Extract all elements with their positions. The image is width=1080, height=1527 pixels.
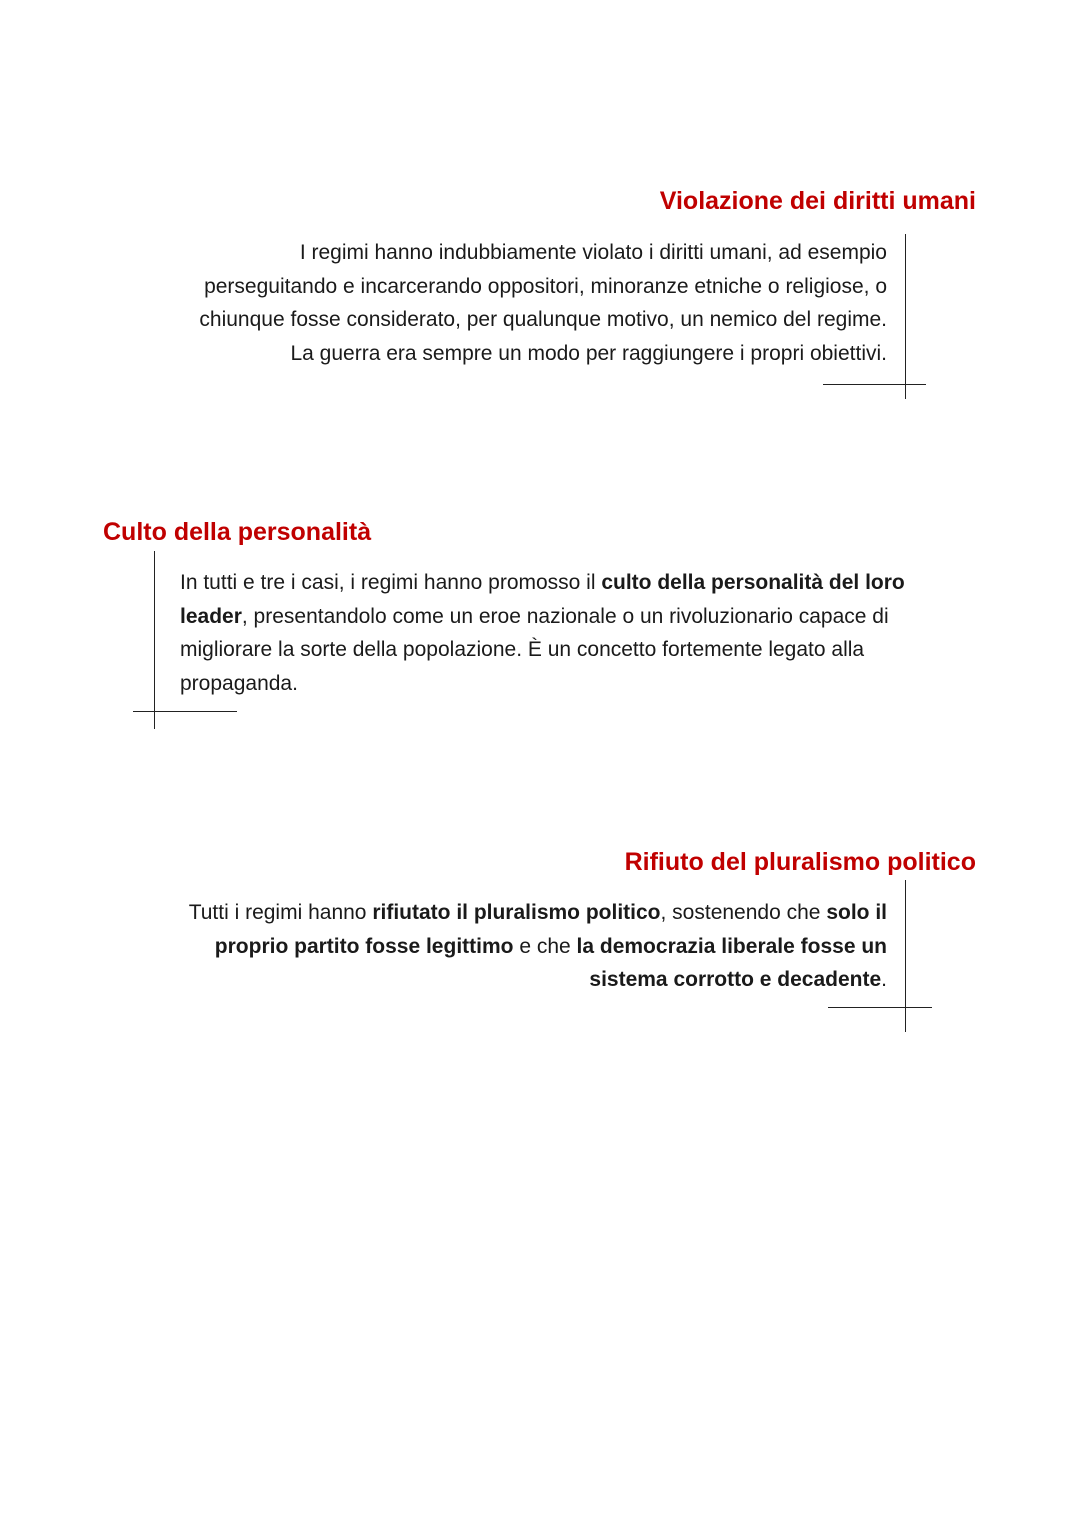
margin-line-horizontal	[133, 711, 237, 712]
margin-line-vertical	[154, 551, 155, 729]
paragraph-culto-personalita	[180, 566, 980, 700]
heading-violazione-diritti-umani: Violazione dei diritti umani	[659, 187, 976, 215]
bold-text-run: la democrazia liberale fosse un	[576, 934, 887, 958]
text-run: Tutti i regimi hanno	[188, 901, 373, 924]
text-run: migliorare la sorte della popolazione. È un concetto fortemente legato alla	[180, 638, 865, 661]
text-run: e che	[513, 934, 577, 958]
margin-line-vertical	[905, 880, 906, 1032]
text-run: propaganda.	[180, 671, 298, 695]
text-run: In tutti e tre i casi, i regimi hanno promosso il	[180, 571, 602, 594]
heading-culto-personalita: Culto della personalità	[103, 518, 372, 546]
text-run: , sostenendo che	[660, 901, 827, 924]
text-run: chiunque fosse considerato, per qualunque motivo, un nemico del regime.	[199, 308, 887, 331]
bold-text-run: sistema corrotto e decadente	[589, 968, 882, 991]
margin-line-horizontal	[823, 384, 926, 385]
bold-text-run: culto della personalità del loro	[601, 571, 905, 594]
text-run: .	[881, 968, 887, 991]
bold-text-run: rifiutato il pluralismo politico	[372, 901, 661, 924]
heading-rifiuto-pluralismo: Rifiuto del pluralismo politico	[624, 848, 976, 876]
text-run: I regimi hanno indubbiamente violato i diritti umani, ad esempio	[299, 241, 887, 264]
text-run: perseguitando e incarcerando oppositori, minoranze etniche o religiose, o	[204, 274, 887, 298]
text-run: La guerra era sempre un modo per raggiungere i propri obiettivi.	[290, 341, 887, 365]
margin-line-vertical	[905, 234, 906, 399]
bold-text-run: proprio partito fosse legittimo	[214, 934, 514, 958]
paragraph-rifiuto-pluralismo	[110, 896, 887, 997]
bold-text-run: solo il	[826, 901, 887, 924]
text-run: , presentandolo come un eroe nazionale o un rivoluzionario capace di	[241, 604, 889, 628]
paragraph-violazione-diritti-umani	[110, 236, 887, 370]
margin-line-horizontal	[828, 1007, 932, 1008]
bold-text-run: leader	[180, 604, 242, 628]
